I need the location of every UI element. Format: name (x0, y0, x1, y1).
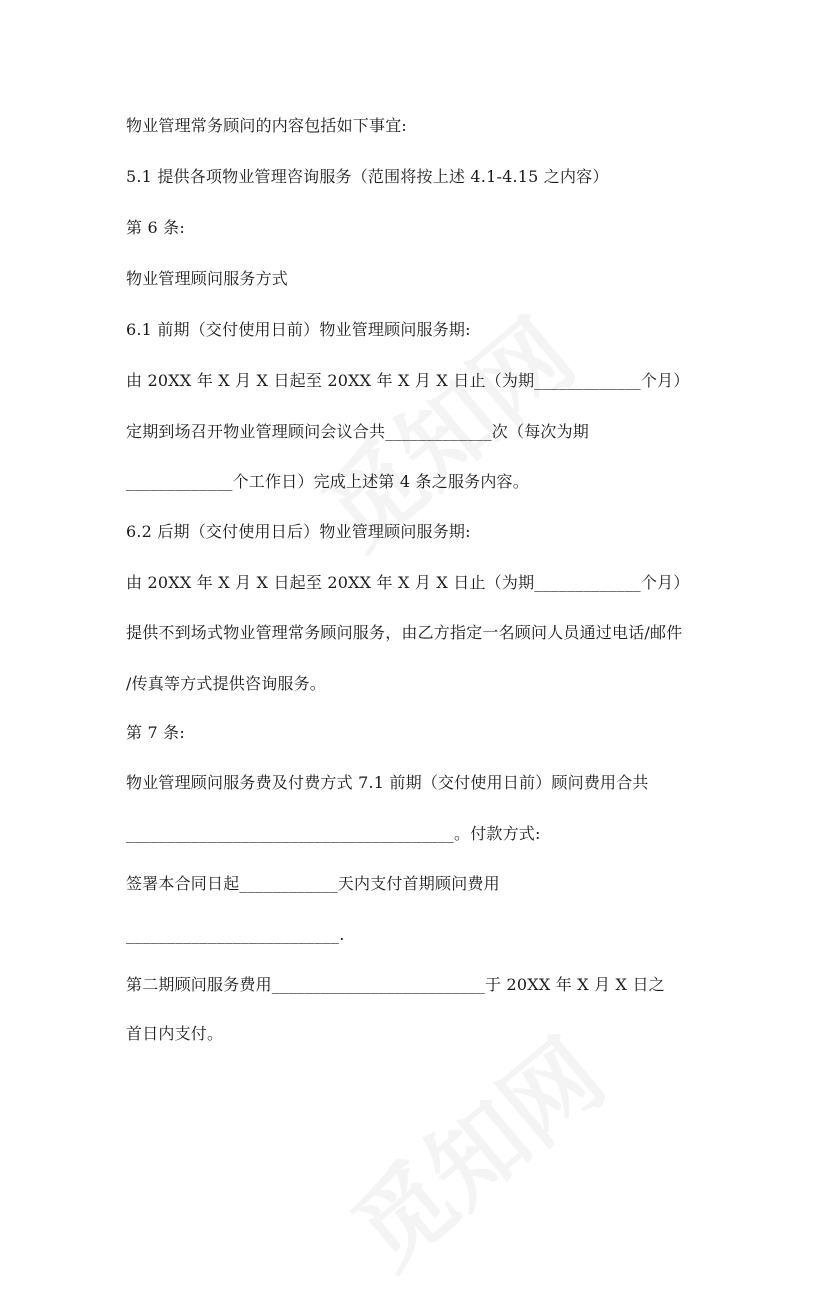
paragraph-line: 6.1 前期（交付使用日前）物业管理顾问服务期: (126, 320, 471, 339)
paragraph-line: /传真等方式提供咨询服务。 (126, 674, 326, 693)
paragraph-line: 5.1 提供各项物业管理咨询服务（范围将按上述 4.1-4.15 之内容） (126, 167, 609, 186)
paragraph-line: 定期到场召开物业管理顾问会议合共_____________次（每次为期 (126, 422, 590, 441)
paragraph-line: 第二期顾问服务费用__________________________于 20XX 年 X 月 X 日之 (126, 975, 665, 994)
section-heading: 第 6 条: (126, 218, 185, 237)
paragraph-line: 物业管理常务顾问的内容包括如下事宜: (126, 116, 407, 135)
paragraph-line: ________________________________________。付款方式: (126, 824, 541, 843)
paragraph-line: 物业管理顾问服务方式 (126, 269, 289, 288)
paragraph-line: 提供不到场式物业管理常务顾问服务，由乙方指定一名顾问人员通过电话/邮件 (126, 623, 683, 642)
paragraph-line: 签署本合同日起____________天内支付首期顾问费用 (126, 874, 500, 893)
paragraph-line: 首日内支付。 (126, 1024, 224, 1043)
paragraph-line: 由 20XX 年 X 月 X 日起至 20XX 年 X 月 X 日止（为期_____________个月） (126, 573, 690, 592)
paragraph-line: 物业管理顾问服务费及付费方式 7.1 前期（交付使用日前）顾问费用合共 (126, 773, 649, 792)
paragraph-line: _____________个工作日）完成上述第 4 条之服务内容。 (126, 472, 529, 491)
section-heading: 第 7 条: (126, 723, 185, 742)
paragraph-line: __________________________. (126, 925, 345, 944)
watermark (320, 1003, 629, 1293)
paragraph-line: 由 20XX 年 X 月 X 日起至 20XX 年 X 月 X 日止（为期_____________个月） (126, 371, 690, 390)
paragraph-line: 6.2 后期（交付使用日后）物业管理顾问服务期: (126, 522, 471, 541)
